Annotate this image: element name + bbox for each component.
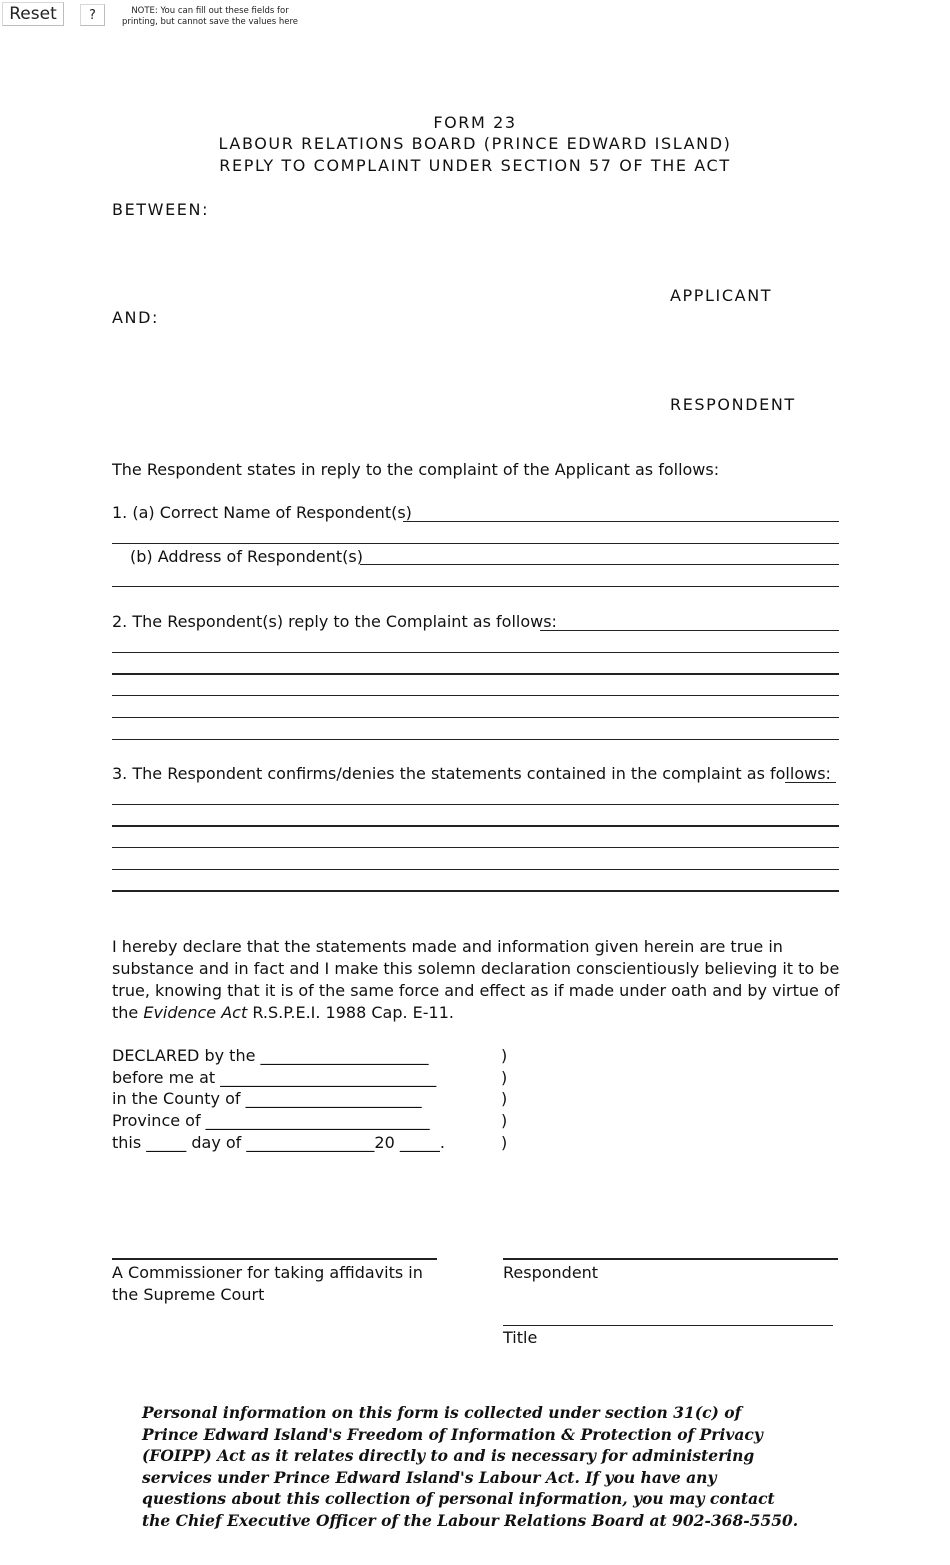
applicant-label: APPLICANT [670, 286, 773, 305]
county-line: in the County of ______________________ [112, 1089, 422, 1108]
item-3-label: 3. The Respondent confirms/denies the statements contained in the complaint as follows: [112, 764, 831, 783]
intro-text: The Respondent states in reply to the complaint of the Applicant as follows: [112, 460, 720, 479]
field-underline [112, 695, 839, 696]
item-1b-label: (b) Address of Respondent(s) [130, 547, 363, 566]
before-me-line: before me at ___________________________ [112, 1068, 437, 1087]
field-underline [112, 717, 839, 718]
between-label: BETWEEN: [112, 200, 210, 219]
title-signature-line [503, 1325, 833, 1326]
privacy-notice: Personal information on this form is collected under section 31(c) of Prince Edward Island's Freedom of Information & Protection of Privacy (FOIPP) Act as it relates directly to and is necessary for administering services under Prince Edward Island's Labour Act. If you have any questions about this collection of personal information, you may contact the Chief Executive Officer of the Labour Relations Board at 902-368-5550. [142, 1403, 799, 1530]
reply-field-3[interactable] [112, 654, 839, 674]
confirm-deny-field-5[interactable] [112, 849, 839, 869]
province-line: Province of ____________________________ [112, 1111, 430, 1130]
confirm-deny-field-6[interactable] [112, 871, 839, 891]
field-underline [112, 739, 839, 740]
reset-button[interactable]: Reset [2, 2, 64, 26]
field-underline [112, 890, 839, 892]
commissioner-signature-line [112, 1258, 437, 1260]
bracket: ) [501, 1046, 508, 1065]
evidence-act-name: Evidence Act [143, 1003, 248, 1022]
respondent-signature-line [503, 1258, 838, 1260]
help-button[interactable]: ? [80, 4, 105, 26]
field-underline [540, 630, 839, 631]
confirm-deny-field-4[interactable] [112, 827, 839, 847]
confirm-deny-field-3[interactable] [112, 806, 839, 826]
board-name: LABOUR RELATIONS BOARD (PRINCE EDWARD ISLAND) [218, 134, 732, 153]
bracket: ) [501, 1068, 508, 1087]
declared-by-line: DECLARED by the _____________________ [112, 1046, 429, 1065]
confirm-deny-field-1[interactable] [785, 762, 836, 782]
field-underline [785, 782, 836, 783]
and-label: AND: [112, 308, 160, 327]
declaration-text: I hereby declare that the statements made and information given herein are true in substance and in fact and I make this solemn declaration conscientiously believing it to be true, knowing that it is of the same force and effect as if made under oath and by virtue of the [112, 937, 840, 1022]
bracket: ) [501, 1089, 508, 1108]
note-text: NOTE: You can fill out these fields for printing, but cannot save the values here [122, 6, 298, 27]
reply-field-2[interactable] [112, 632, 839, 652]
form-title: REPLY TO COMPLAINT UNDER SECTION 57 OF THE ACT [219, 156, 731, 175]
field-underline [112, 869, 839, 870]
field-underline [360, 564, 839, 565]
reply-field-5[interactable] [112, 697, 839, 717]
respondent-name-input[interactable] [112, 350, 632, 370]
respondent-signature-label: Respondent [503, 1263, 599, 1282]
respondent-label: RESPONDENT [670, 395, 796, 414]
field-underline [112, 586, 839, 587]
respondent-correct-name-field[interactable] [403, 501, 839, 521]
declaration-text-end: R.S.P.E.I. 1988 Cap. E-11. [247, 1003, 454, 1022]
declaration-paragraph [112, 936, 842, 1024]
title-label: Title [503, 1328, 538, 1347]
form-number: FORM 23 [433, 113, 517, 132]
field-underline [112, 652, 839, 653]
respondent-address-field-2[interactable] [112, 566, 839, 586]
bracket: ) [501, 1133, 508, 1152]
field-underline [403, 521, 839, 522]
field-underline [112, 804, 839, 805]
field-underline [112, 847, 839, 848]
bracket: ) [501, 1111, 508, 1130]
date-line: this _____ day of ________________20 _____. [112, 1133, 445, 1152]
item-1a-label: 1. (a) Correct Name of Respondent(s) [112, 503, 412, 522]
item-2-label: 2. The Respondent(s) reply to the Complaint as follows: [112, 612, 557, 631]
respondent-correct-name-field-2[interactable] [112, 523, 839, 543]
respondent-address-field[interactable] [360, 544, 839, 564]
reply-field-6[interactable] [112, 719, 839, 739]
commissioner-label: A Commissioner for taking affidavits in the Supreme Court [112, 1263, 423, 1304]
reply-field-1[interactable] [540, 610, 839, 630]
reply-field-4[interactable] [112, 675, 839, 695]
applicant-name-input[interactable] [112, 240, 632, 260]
confirm-deny-field-2[interactable] [112, 784, 839, 804]
